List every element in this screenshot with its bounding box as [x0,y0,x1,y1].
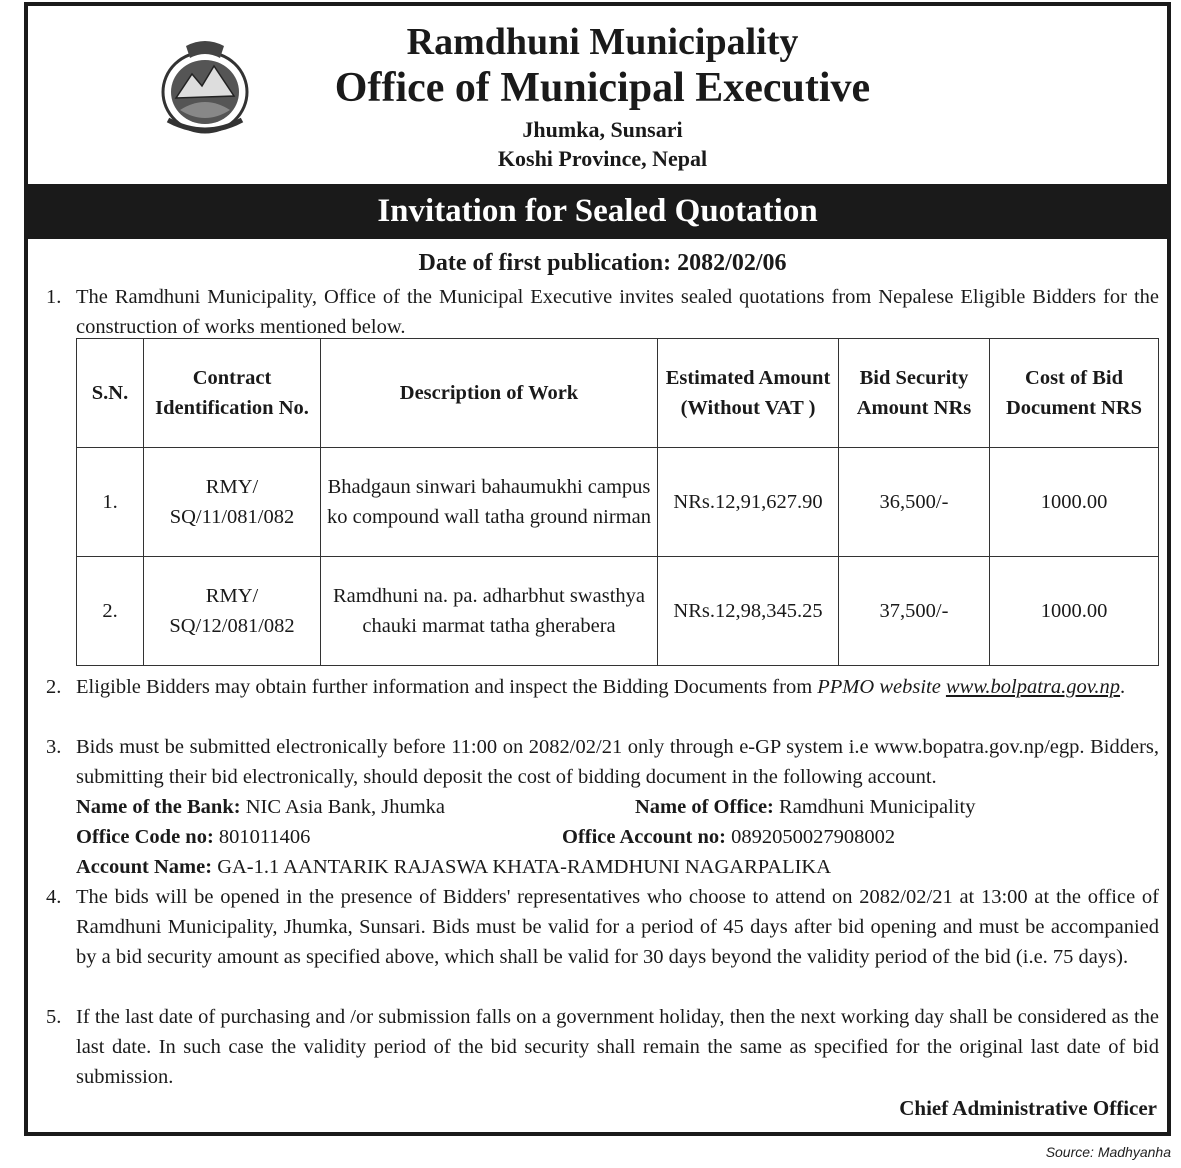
item-number: 2. [46,676,62,698]
col-estimated-amount: Estimated Amount (Without VAT ) [658,339,839,448]
office-code-line [76,822,310,852]
paragraph-2-end: . [1120,676,1126,698]
cell-contract-id: RMY/ SQ/12/081/082 [144,557,321,666]
cell-sn: 1. [77,448,144,557]
code-label: Office Code no: [76,826,214,848]
code-value: 801011406 [218,826,311,848]
cell-contract-id: RMY/ SQ/11/081/082 [144,448,321,557]
bank-name-line [76,792,445,822]
paragraph-5: If the last date of purchasing and /or submission falls on a government holiday, then the next working day shall be considered as the last date. In such case the validity period of the bid security shall remain the same as specified for the original last date of bid submission. [76,1006,1159,1088]
paragraph-4: The bids will be opened in the presence of Bidders' representatives who choose to attend on 2082/02/21 at 13:00 at the office of Ramdhuni Municipality, Jhumka, Sunsari. Bids must be valid for a period of 45 days after bid opening and must be accompanied by a bid security amount as specified above, which shall be valid for 30 days beyond the validity period of the bid (i.e. 75 days). [76,886,1159,968]
paragraph-2-text: Eligible Bidders may obtain further information and inspect the Bidding Documents from [76,676,813,698]
paragraph-2 [76,672,1159,702]
item-number: 1. [46,286,62,308]
acname-label: Account Name: [76,856,213,878]
ppmo-label: PPMO website [817,676,941,698]
office-value: Ramdhuni Municipality [779,796,976,818]
cell-sn: 2. [77,557,144,666]
item-number: 4. [46,886,62,908]
cell-estimated-amount: NRs.12,98,345.25 [658,557,839,666]
address-line-1: Jhumka, Sunsari [522,117,683,142]
office-label: Name of Office: [635,796,774,818]
publication-date: Date of first publication: 2082/02/06 [418,250,787,276]
account-name-line [76,852,831,882]
col-bid-doc-cost: Cost of Bid Document NRS [990,339,1159,448]
cell-bid-security: 37,500/- [839,557,990,666]
office-name: Office of Municipal Executive [334,65,871,111]
paragraph-1: The Ramdhuni Municipality, Office of the Municipal Executive invites sealed quotations from Nepalese Eligible Bidders for the construction of works mentioned below. [76,286,1159,338]
account-value: 0892050027908002 [731,826,896,848]
paragraph-3: Bids must be submitted electronically before 11:00 on 2082/02/21 only through e-GP system i.e www.bopatra.gov.np/egp. Bidders, submitting their bid electronically, should deposit the cost of bidding document in the following account. [76,736,1159,788]
notice-frame [24,2,1171,1136]
item-number: 5. [46,1006,62,1028]
cell-description: Ramdhuni na. pa. adharbhut swasthya chauki marmat tatha gherabera [321,557,658,666]
source-credit: Source: Madhyanha [1045,1144,1171,1160]
col-description: Description of Work [321,339,658,448]
item-number: 3. [46,736,62,758]
works-table [76,338,1159,666]
table-header-row [77,339,1159,448]
account-label: Office Account no: [562,826,726,848]
bank-value: NIC Asia Bank, Jhumka [245,796,445,818]
notice-header [28,6,1167,184]
cell-bid-doc-cost: 1000.00 [990,448,1159,557]
notice-title: Invitation for Sealed Quotation [28,184,1167,239]
table-row [77,448,1159,557]
address-line-2: Koshi Province, Nepal [497,146,708,171]
acname-value: GA-1.1 AANTARIK RAJASWA KHATA-RAMDHUNI NAGARPALIKA [217,856,832,878]
account-no-line [562,822,895,852]
bolpatra-link[interactable]: www.bolpatra.gov.np [945,676,1121,698]
signoff: Chief Administrative Officer [899,1096,1157,1120]
table-row [77,557,1159,666]
bank-label: Name of the Bank: [76,796,241,818]
col-contract-id: Contract Identification No. [144,339,321,448]
cell-bid-doc-cost: 1000.00 [990,557,1159,666]
cell-estimated-amount: NRs.12,91,627.90 [658,448,839,557]
office-name-line [635,792,975,822]
org-name: Ramdhuni Municipality [406,21,799,63]
cell-description: Bhadgaun sinwari bahaumukhi campus ko compound wall tatha ground nirman [321,448,658,557]
col-bid-security: Bid Security Amount NRs [839,339,990,448]
cell-bid-security: 36,500/- [839,448,990,557]
col-sn: S.N. [77,339,144,448]
